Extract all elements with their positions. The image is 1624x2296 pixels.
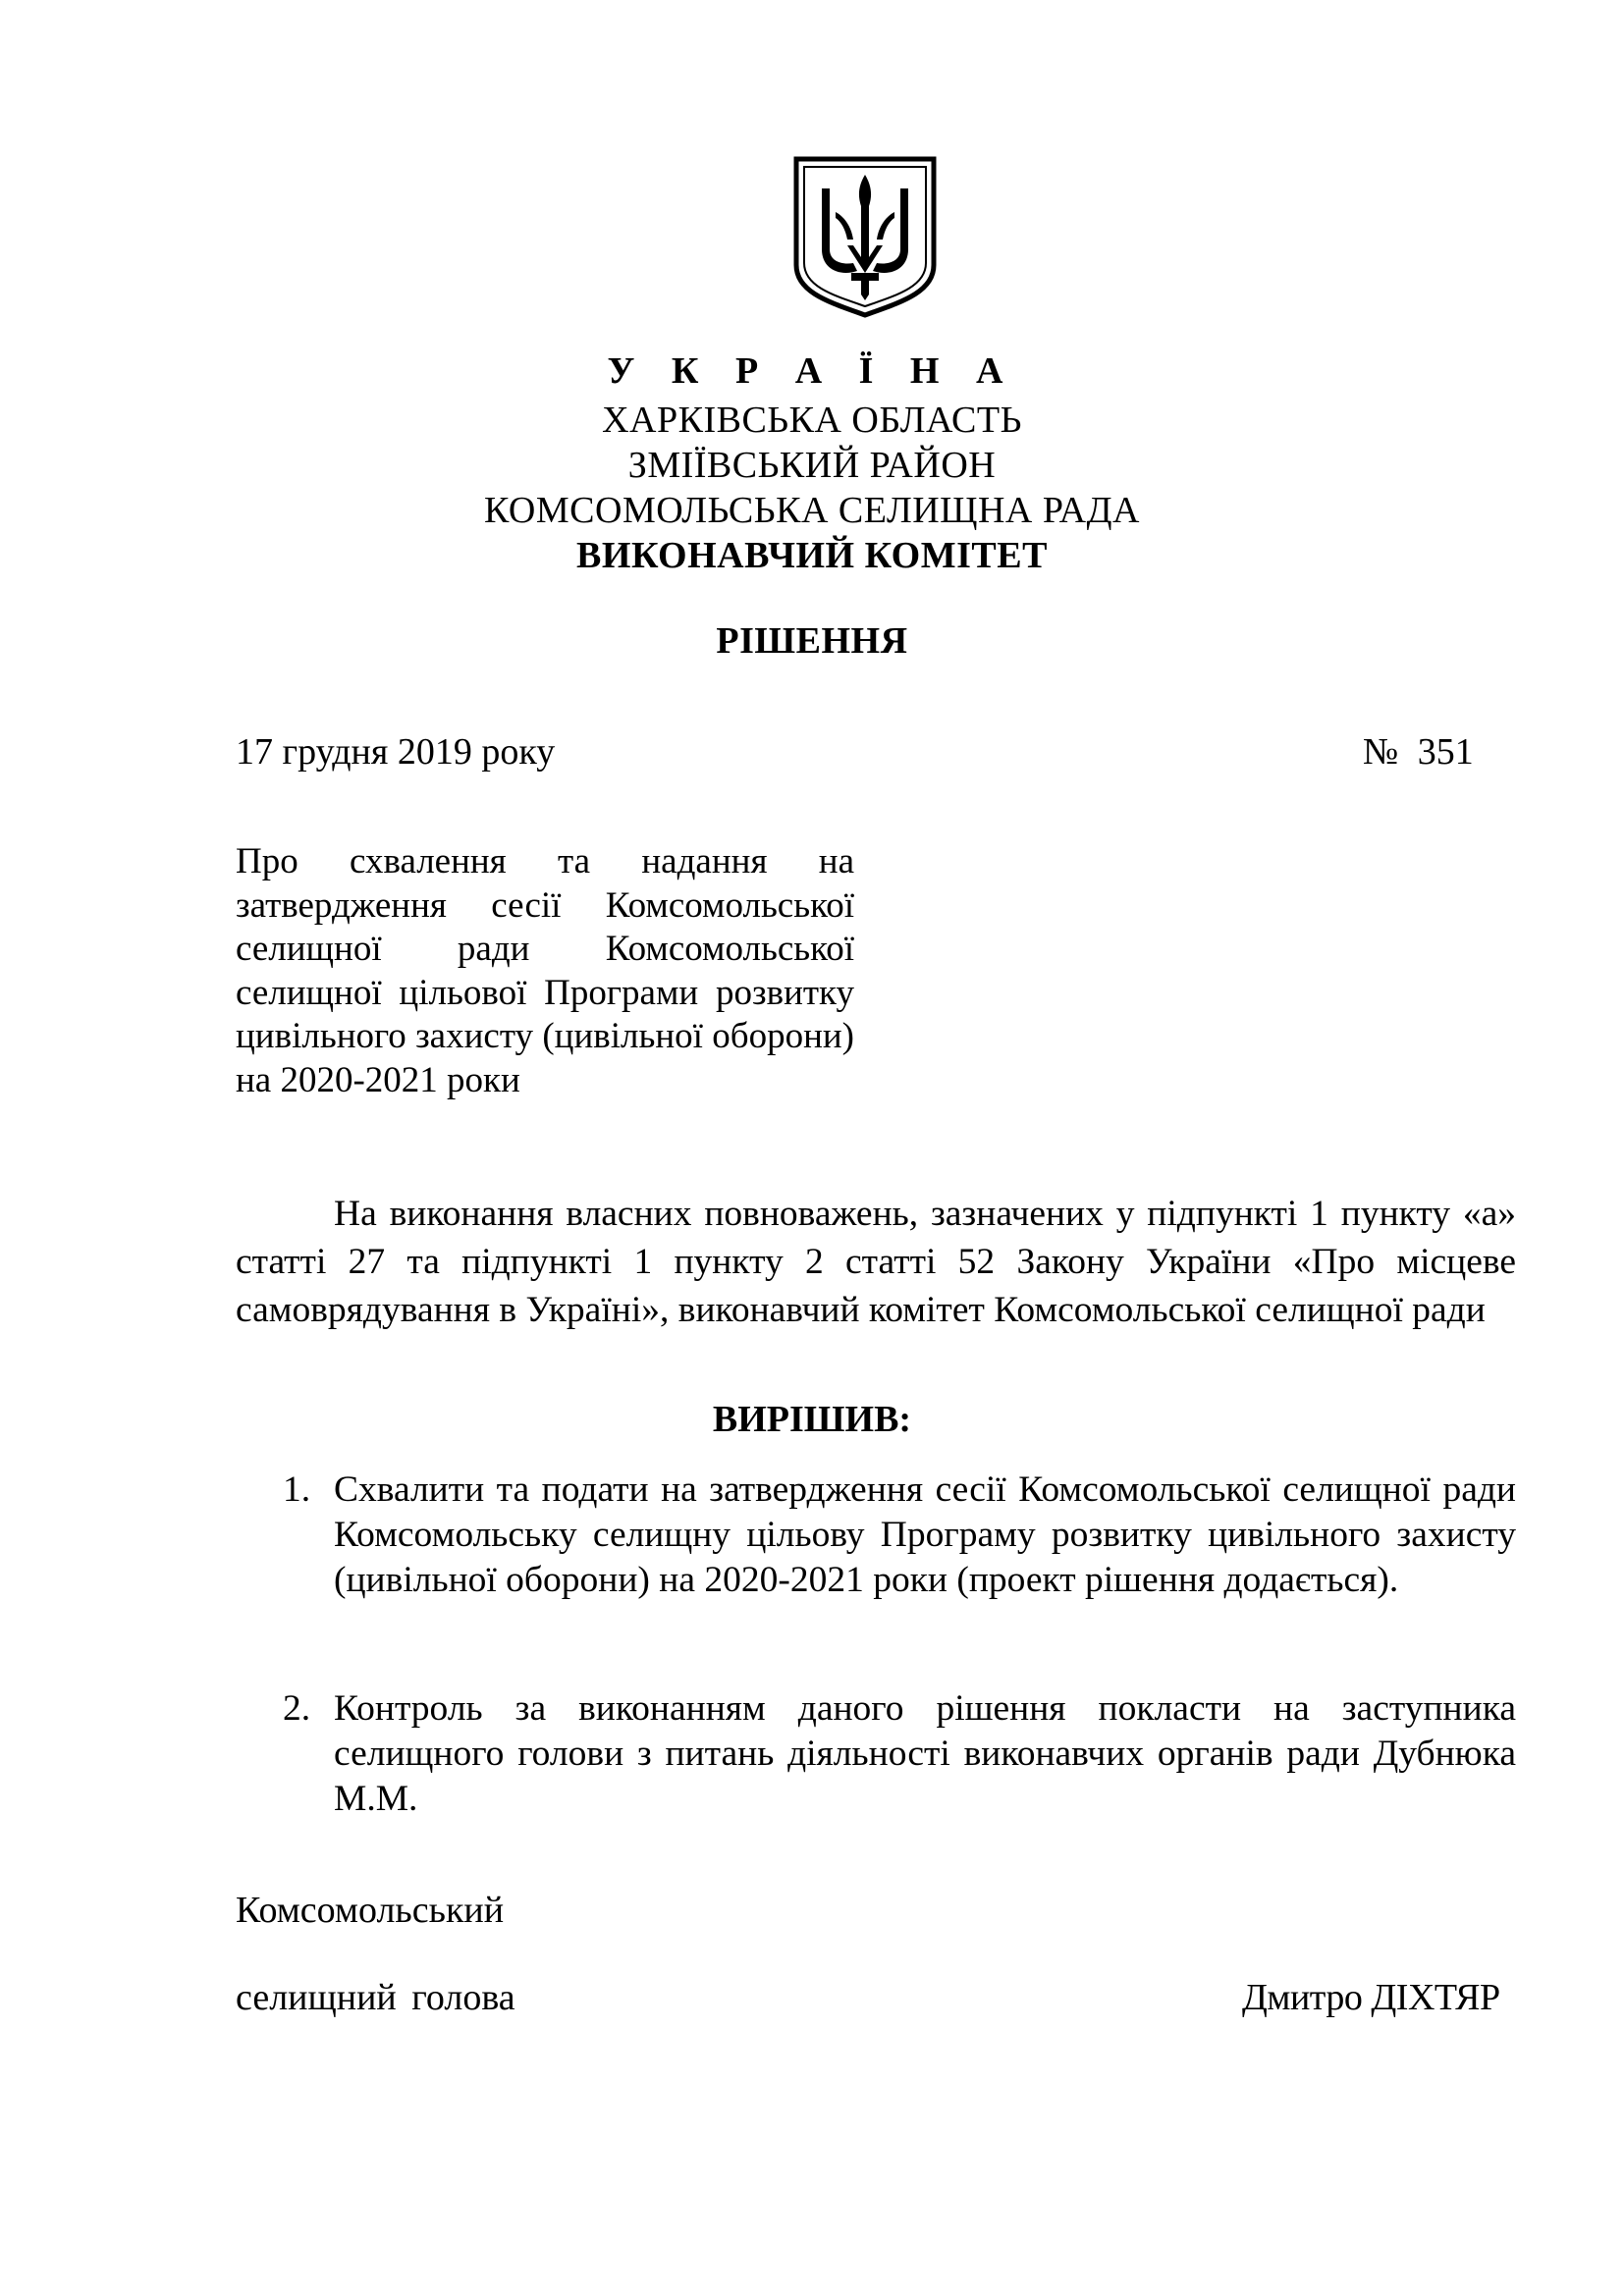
list-item-text: Контроль за виконанням даного рішення покласти на заступника селищного голови з питань діяльності виконавчих органів ради Дубнюка М.М. <box>334 1688 1516 1819</box>
document-date: 17 грудня 2019 року <box>236 731 556 773</box>
document-type-title: РІШЕННЯ <box>716 620 908 662</box>
district-heading: ЗМІЇВСЬКИЙ РАЙОН <box>627 445 997 486</box>
trident-coat-of-arms-icon <box>792 155 938 318</box>
resolved-heading: ВИРІШИВ: <box>712 1399 912 1440</box>
list-item <box>236 1468 1516 1603</box>
list-item-text: Схвалити та подати на затвердження сесії Комсомольської селищної ради Комсомольську селищну цільову Програму розвитку цивільного захисту (цивільної оборони) на 2020-2021 роки (проект рішення додається). <box>334 1469 1516 1600</box>
preamble-paragraph: На виконання власних повноважень, зазначених у підпункті 1 пункту «а» статті 27 та підпункті 1 пункту 2 статті 52 Закону України «Про місцеве самоврядування в Україні», виконавчий комітет Комсомольської селищної ради <box>236 1194 1516 1330</box>
document-subject: Про схвалення та надання на затвердження сесії Комсомольської селищної ради Комсомольської селищної цільової Програми розвитку цивільного захисту (цивільної оборони) на 2020-2021 роки <box>236 841 854 1100</box>
region-heading: ХАРКІВСЬКА ОБЛАСТЬ <box>602 400 1022 441</box>
document-number: № 351 <box>1363 731 1474 773</box>
signatory-name: Дмитро ДІХТЯР <box>1242 1977 1500 2018</box>
committee-heading: ВИКОНАВЧИЙ КОМІТЕТ <box>576 535 1048 576</box>
list-item <box>236 1686 1516 1822</box>
list-item-number: 2. <box>283 1688 311 1729</box>
country-heading: У К Р А Ї Н А <box>607 350 1017 392</box>
council-heading: КОМСОМОЛЬСЬКА СЕЛИЩНА РАДА <box>484 490 1140 531</box>
list-item-number: 1. <box>283 1469 311 1510</box>
signatory-title-line2: селищний голова <box>236 1977 515 2018</box>
signatory-title-line1: Комсомольський <box>236 1890 505 1931</box>
